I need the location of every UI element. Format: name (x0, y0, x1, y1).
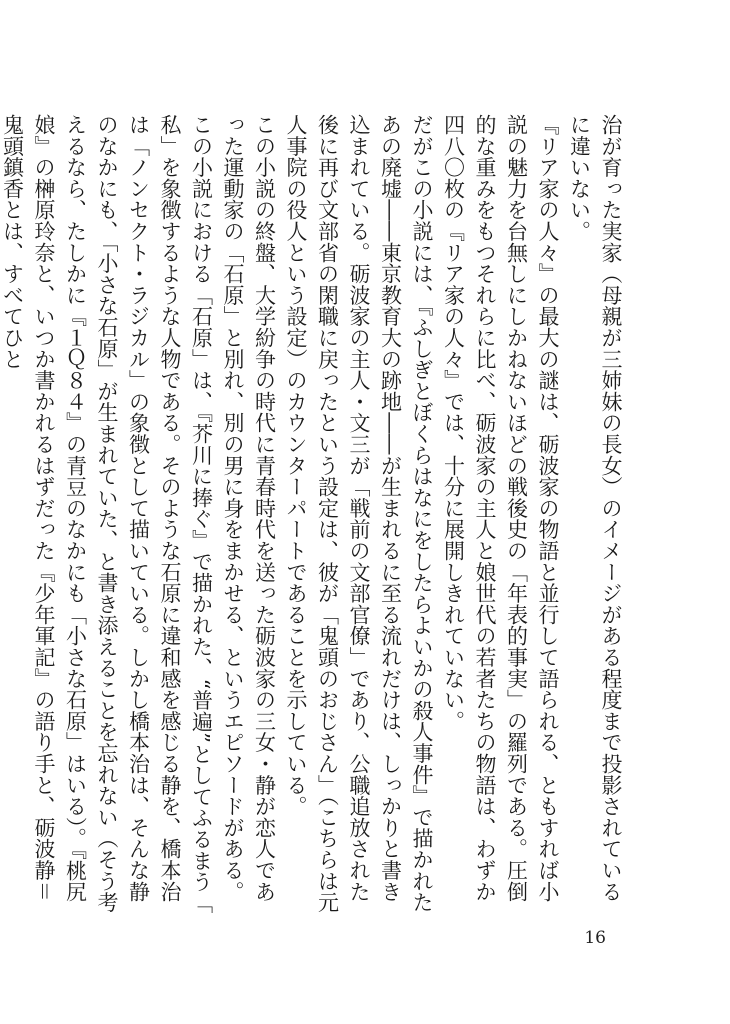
paragraph-3: だがこの小説には、『ふしぎとぼくらはなにをしたらよいかの殺人事件』で描かれたあの廃墟――東京教育大の跡地――が生まれるに至る流れだけは、しっかりと書き込まれている。砺波家の主人・文三が「戦前の文部官僚」であり、公職追放された後に再び文部省の閑職に戻ったという設定は、彼が「鬼頭のおじさん」（こちらは元人事院の役人という設定）のカウンターパートであることを示している。 (284, 114, 434, 913)
paragraph-2: 『リア家の人々』の最大の謎は、砺波家の物語と並行して語られる、ともすれば小説の魅力を台無しにしかねないほどの戦後史の「年表的事実」の羅列である。圧倒的な重みをもつそれらに比べ、砺波家の主人と娘世代の若者たちの物語は、わずか四八〇枚の『リア家の人々』では、十分に展開しきれていない。 (441, 114, 560, 903)
paragraph-1: 治が育った実家（母親が三姉妹の長女）のイメージがある程度まで投影されているに違いない。 (567, 114, 623, 903)
paragraph-4: この小説の終盤、大学紛争の時代に青春時代を送った砺波家の三女・静が恋人であった運動家の「石原」と別れ、別の男に身をまかせる、というエピソードがある。この小説における「石原」は、『芥川に捧ぐ』で描かれた、“普遍”としてふるまう「私」を象徴するような人物である。そのような石原に違和感を感じる静を、橋本治は「ノンセクト・ラジカル」の象徴として描いている。しかし橋本治は、そんな静のなかにも、「小さな石原」が生まれていた、と書き添えることを忘れない（そう考えるなら、たしかに『１Ｑ８４』の青豆のなかにも「小さな石原」はいる）。『桃尻娘』の榊原玲奈と、いつか書かれるはずだった『少年軍記』の語り手と、砺波静＝鬼頭鎮香とは、すべてひと (0, 114, 277, 914)
page-number: 16 (584, 928, 606, 948)
vertical-body-text (0, 114, 626, 914)
